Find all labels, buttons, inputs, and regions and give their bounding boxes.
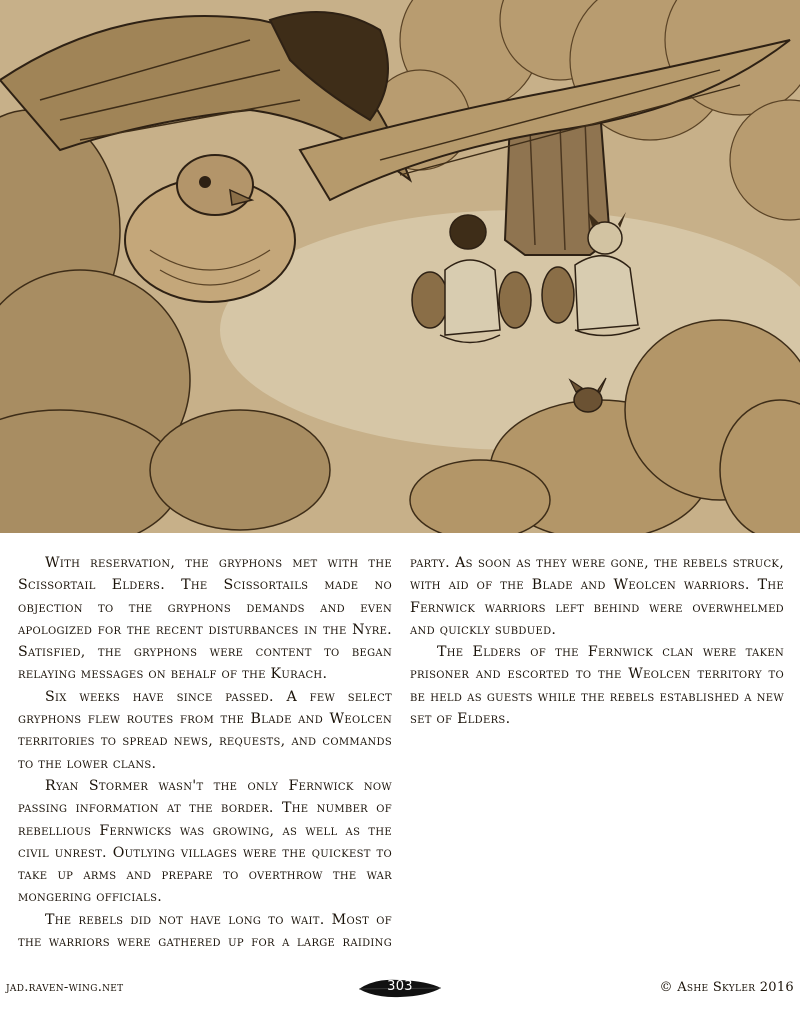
story-paragraph: Ryan Stormer wasn't the only Fernwick now passing information at the border. The number of rebellious Fernwicks was growing, as well as the civil unrest. Outlying villages were the quickest to take up arms and prepare to overthrow the war mongering officials. [18, 777, 392, 906]
site-url-link[interactable]: jad.raven-wing.net [6, 980, 124, 995]
story-paragraph: The Elders of the Fernwick clan were taken prisoner and escorted to the Weolcen territory to be held as guests while the rebels established a new set of Elders. [410, 644, 784, 728]
story-text [18, 552, 784, 972]
page-footer [0, 975, 800, 1005]
story-paragraph: With reservation, the gryphons met with the Scissortail Elders. The Scissortails made no objection to the gryphons demands and even apologized for the recent disturbances in the Nyre. Satisfied, the gryphons were content to began relaying messages on behalf of the Kurach. [18, 555, 392, 683]
copyright-notice: © Ashe Skyler 2016 [659, 980, 794, 995]
page-number: 303 [387, 979, 413, 994]
story-paragraph: The rebels did not have long to wait. Most of the warriors were gathered up for a large raiding party. As soon as they were gone, the rebels struck, with aid of the Blade and Weolcen warriors. The Fernwick warriors left behind were overwhelmed and quickly subdued. [18, 555, 784, 951]
page-number-badge [355, 974, 445, 1002]
story-paragraph: Six weeks have since passed. A few select gryphons flew routes from the Blade and Weolcen territories to spread news, requests, and commands to the lower clans. [18, 688, 392, 772]
